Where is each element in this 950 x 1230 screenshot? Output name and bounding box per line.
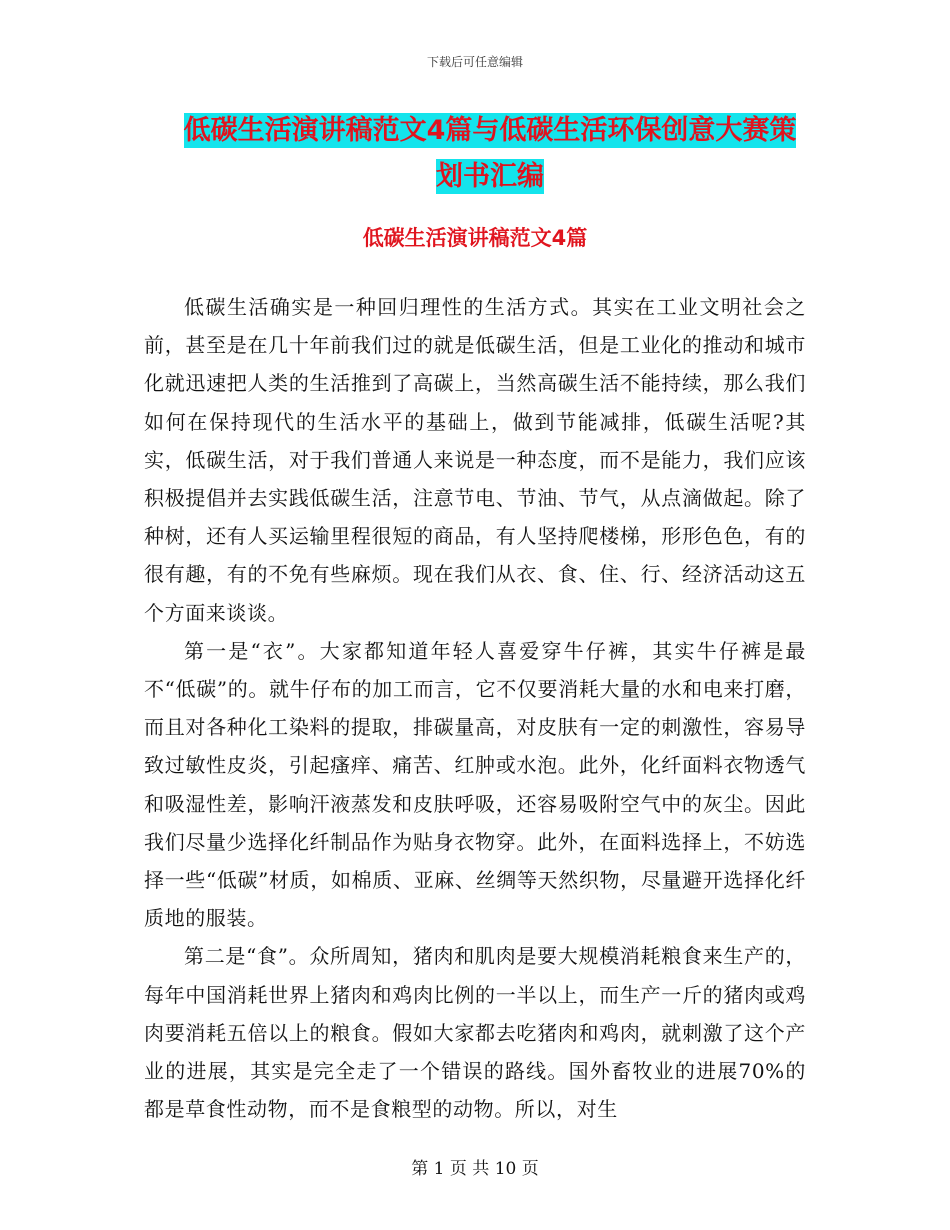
document-title-line1: 低碳生活演讲稿范文4篇与低碳生活环保创意大赛策 [183, 115, 797, 146]
document-title-line2: 划书汇编 [436, 161, 544, 192]
page-footer: 第 1 页 共 10 页 [411, 1159, 539, 1179]
document-title [150, 108, 830, 200]
paragraph: 低碳生活确实是一种回归理性的生活方式。其实在工业文明社会之前，甚至是在几十年前我们过的就是低碳生活，但是工业化的推动和城市化就迅速把人类的生活推到了高碳上，当然高碳生活不能持续，那么我们如何在保持现代的生活水平的基础上，做到节能减排，低碳生活呢?其实，低碳生活，对于我们普通人来说是一种态度，而不是能力，我们应该积极提倡并去实践低碳生活，注意节电、节油、节气，从点滴做起。除了种树，还有人买运输里程很短的商品，有人坚持爬楼梯，形形色色，有的很有趣，有的不免有些麻烦。现在我们从衣、食、住、行、经济活动这五个方面来谈谈。 [144, 295, 806, 625]
paragraph: 第一是“衣”。大家都知道年轻人喜爱穿牛仔裤，其实牛仔裤是最不“低碳”的。就牛仔布的加工而言，它不仅要消耗大量的水和电来打磨，而且对各种化工染料的提取，排碳量高，对皮肤有一定的刺激性，容易导致过敏性皮炎，引起瘙痒、痛苦、红肿或水泡。此外，化纤面料衣物透气和吸湿性差，影响汗液蒸发和皮肤呼吸，还容易吸附空气中的灰尘。因此我们尽量少选择化纤制品作为贴身衣物穿。此外，在面料选择上，不妨选择一些“低碳”材质，如棉质、亚麻、丝绸等天然织物，尽量避开选择化纤质地的服装。 [144, 638, 806, 931]
document-body [144, 288, 806, 1128]
page-header-note: 下载后可任意编辑 [426, 55, 523, 69]
section-title: 低碳生活演讲稿范文4篇 [362, 226, 588, 250]
paragraph: 第二是“食”。众所周知，猪肉和肌肉是要大规模消耗粮食来生产的，每年中国消耗世界上猪肉和鸡肉比例的一半以上，而生产一斤的猪肉或鸡肉要消耗五倍以上的粮食。假如大家都去吃猪肉和鸡肉，就刺激了这个产业的进展，其实是完全走了一个错误的路线。国外畜牧业的进展70%的都是草食性动物，而不是食粮型的动物。所以，对生 [144, 944, 806, 1122]
